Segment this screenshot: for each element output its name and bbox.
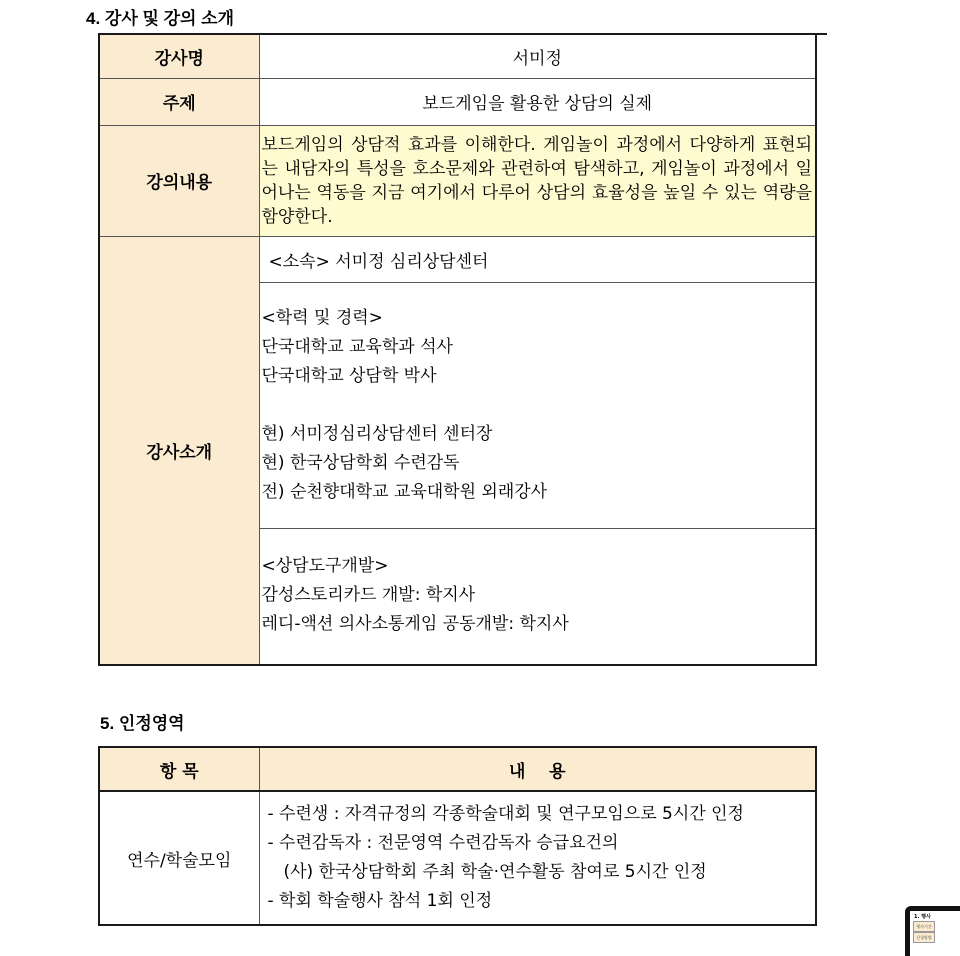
instructor-name-label: 강사명 bbox=[99, 34, 259, 78]
table-row-lecture-content bbox=[99, 125, 816, 236]
instructor-intro-label: 강사소개 bbox=[99, 236, 259, 665]
recognition-details bbox=[259, 791, 816, 925]
subject-label: 주제 bbox=[99, 78, 259, 125]
thumbnail-page bbox=[910, 911, 960, 956]
detail-line: - 수련생 : 자격규정의 각종학술대회 및 연구모임으로 5시간 인정 bbox=[267, 804, 744, 824]
table-row bbox=[99, 791, 816, 925]
page-thumbnail[interactable] bbox=[905, 906, 960, 956]
position-item: 전) 순천향대학교 교육대학원 외래강사 bbox=[261, 481, 548, 502]
header-item: 항 목 bbox=[99, 747, 259, 791]
lecture-content-label: 강의내용 bbox=[99, 125, 259, 236]
position-item: 현) 한국상담학회 수련감독 bbox=[261, 452, 460, 473]
tools-block bbox=[259, 528, 816, 665]
affiliation-value: <소속> 서미정 심리상담센터 bbox=[259, 236, 816, 282]
detail-line: (사) 한국상담학회 주최 학술·연수활동 참여로 5시간 인정 bbox=[283, 862, 707, 882]
detail-line: - 학회 학술행사 참석 1회 인정 bbox=[267, 891, 493, 911]
tools-heading: <상담도구개발> bbox=[261, 555, 389, 576]
recognition-item: 연수/학술모임 bbox=[99, 791, 259, 925]
table-row-subject bbox=[99, 78, 816, 125]
education-item: 단국대학교 교육학과 석사 bbox=[261, 336, 453, 357]
table-header-row bbox=[99, 747, 816, 791]
tools-item: 감성스토리카드 개발: 학지사 bbox=[261, 584, 476, 605]
education-item: 단국대학교 상담학 박사 bbox=[261, 365, 437, 386]
position-item: 현) 서미정심리상담센터 센터장 bbox=[261, 423, 493, 444]
thumbnail-cell: 행사기간 bbox=[913, 921, 935, 932]
table-row-affiliation bbox=[99, 236, 816, 282]
instructor-name-value: 서미정 bbox=[259, 34, 816, 78]
header-content: 내 용 bbox=[259, 747, 816, 791]
lecture-content-value: 보드게임의 상담적 효과를 이해한다. 게임놀이 과정에서 다양하게 표현되는 내담자의 특성을 호소문제와 관련하여 탐색하고, 게임놀이 과정에서 일어나는 역동을 지금 여기에서 다루어 상담의 효율성을 높일 수 있는 역량을 함양한다. bbox=[259, 125, 816, 236]
tools-item: 레디-액션 의사소통게임 공동개발: 학지사 bbox=[261, 613, 569, 634]
thumbnail-title: 1. 행사 bbox=[914, 914, 931, 920]
subject-value: 보드게임을 활용한 상담의 실제 bbox=[259, 78, 816, 125]
recognition-table bbox=[98, 746, 817, 926]
instructor-table bbox=[98, 33, 817, 666]
section-5-title: 5. 인정영역 bbox=[100, 714, 185, 733]
detail-line: - 수련감독자 : 전문영역 수련감독자 승급요건의 bbox=[267, 833, 619, 853]
section-4-title: 4. 강사 및 강의 소개 bbox=[86, 9, 235, 28]
table-row-instructor-name bbox=[99, 34, 816, 78]
career-heading: <학력 및 경력> bbox=[261, 307, 383, 328]
thumbnail-cell: 신청방법 bbox=[913, 932, 935, 943]
career-block bbox=[259, 282, 816, 528]
